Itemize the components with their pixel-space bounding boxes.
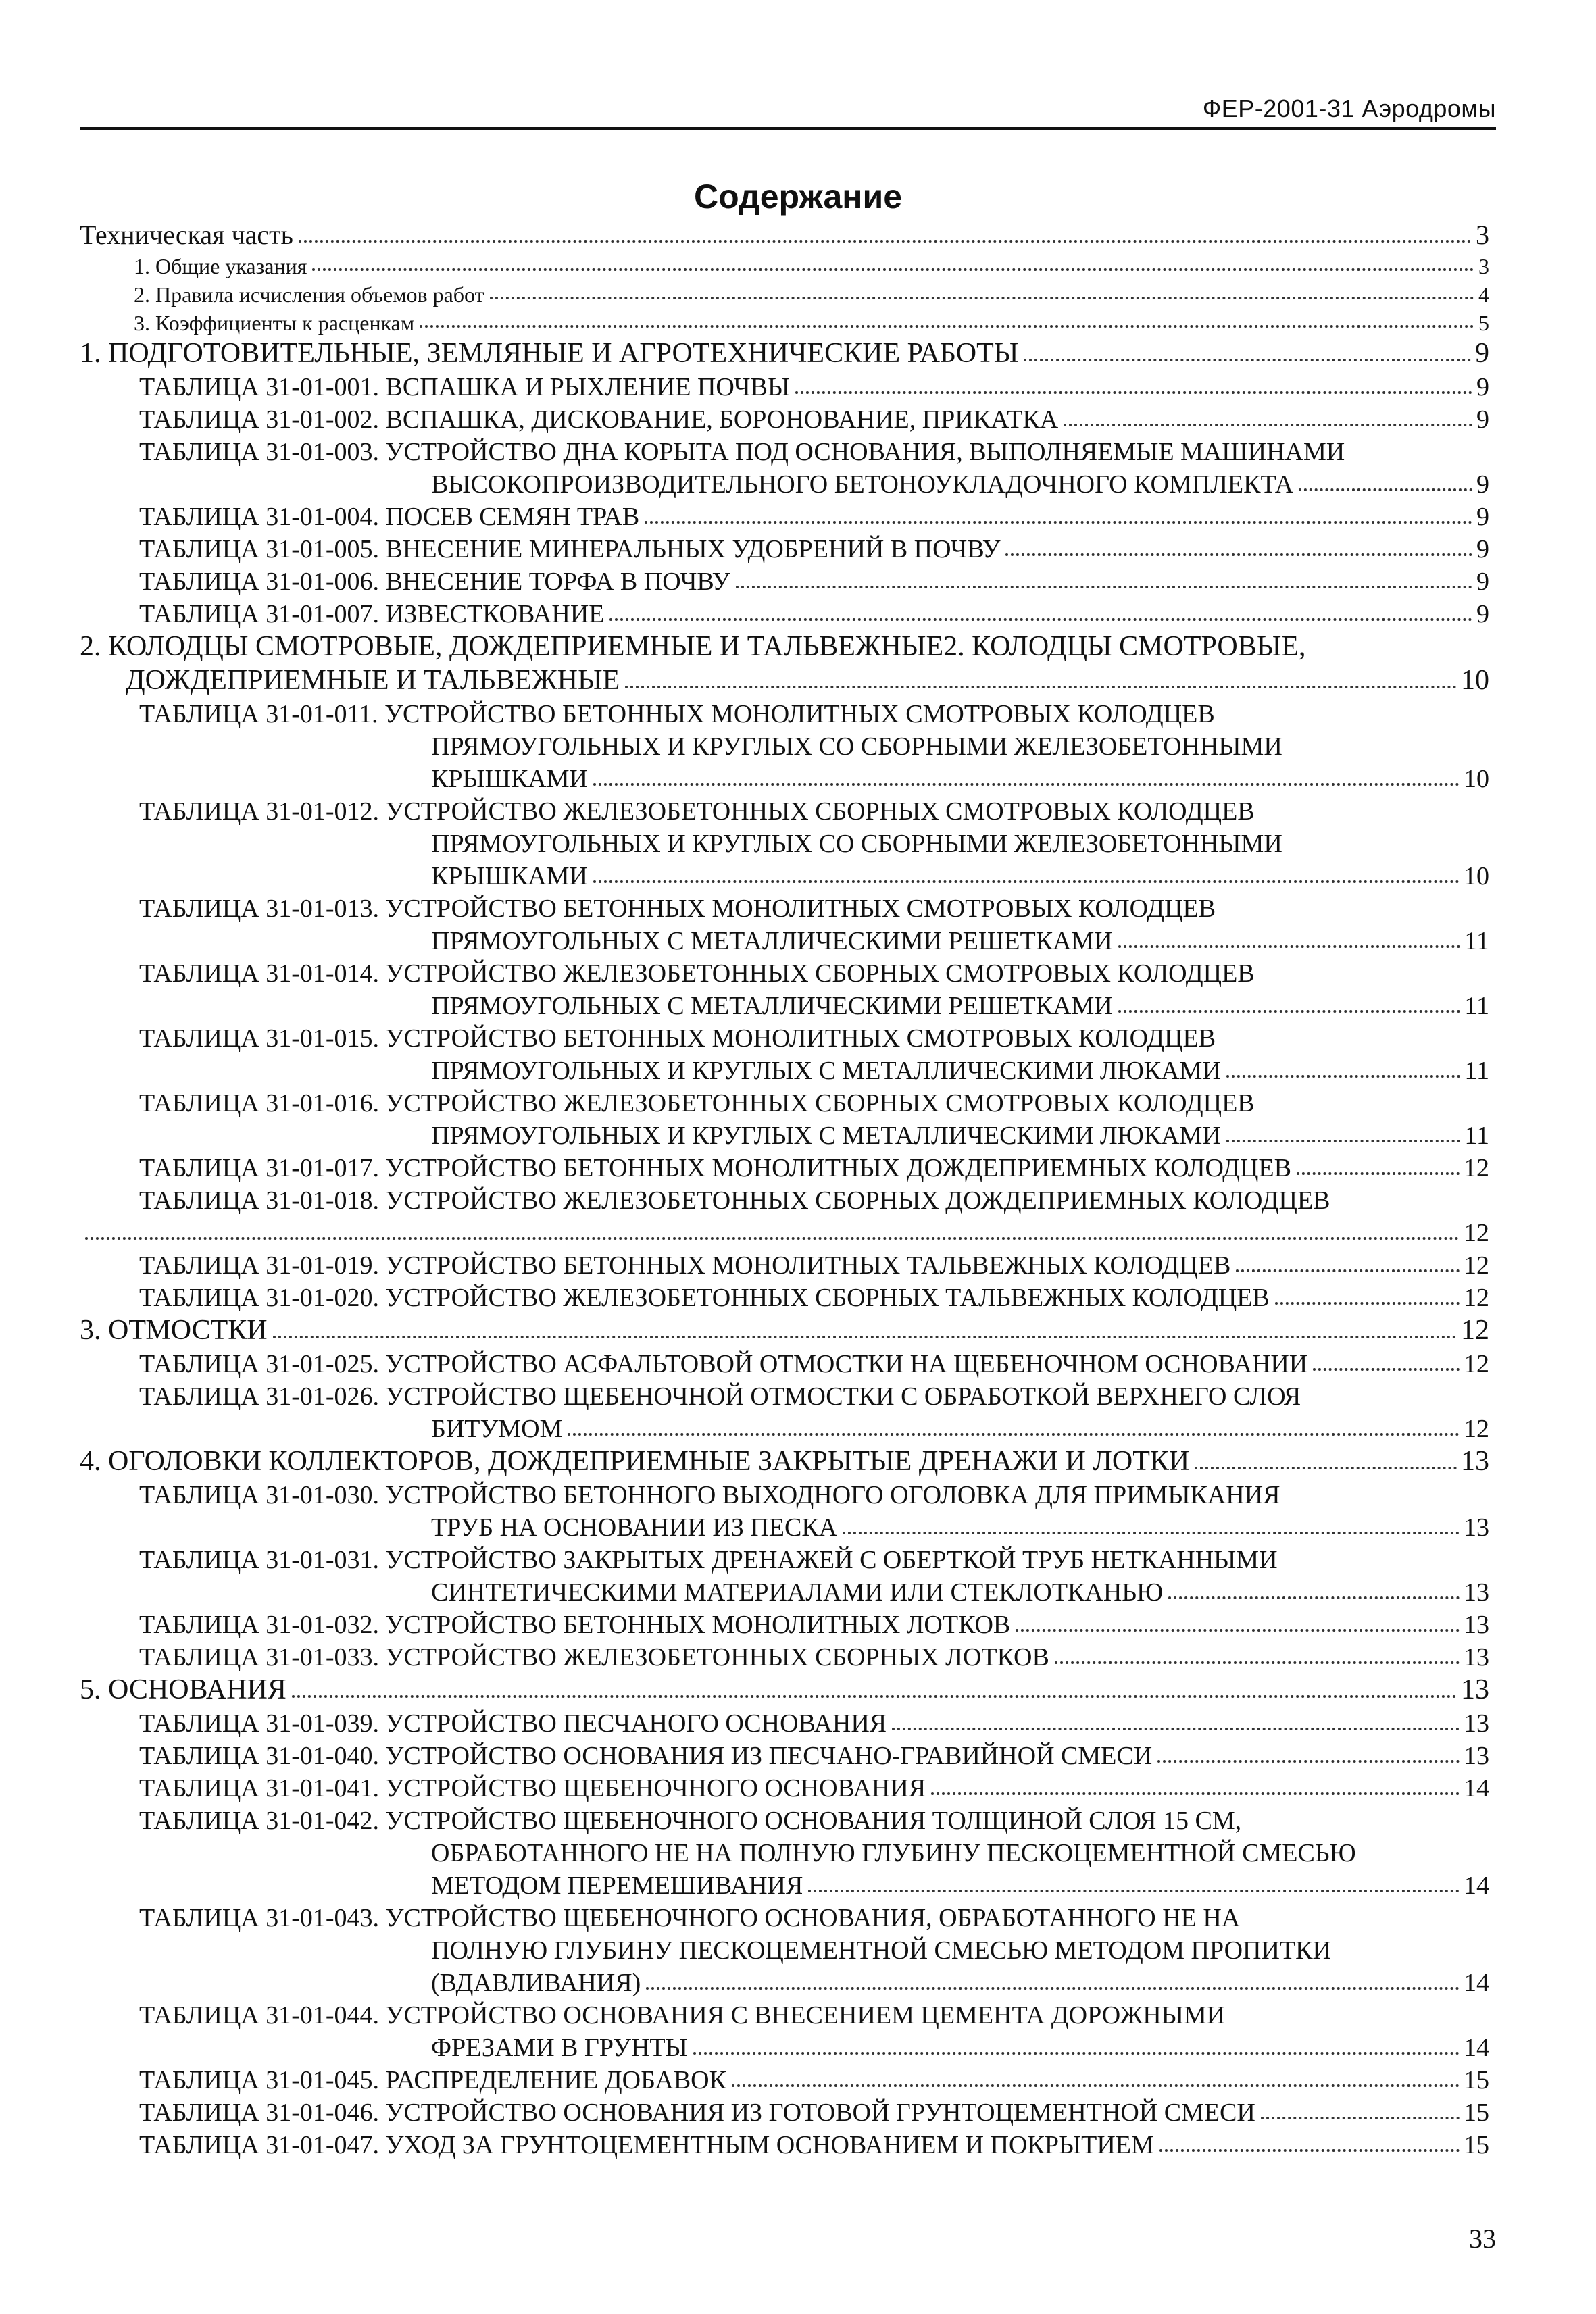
toc-page-number: 3 bbox=[1476, 220, 1489, 250]
toc-entry[interactable] bbox=[80, 1542, 1489, 1575]
toc-leader-dots bbox=[420, 325, 1474, 328]
toc-page-number: 13 bbox=[1461, 1674, 1489, 1705]
toc-page-number: 15 bbox=[1464, 2098, 1489, 2127]
toc-entry-text: ТАБЛИЦА 31-01-005. ВНЕСЕНИЕ МИНЕРАЛЬНЫХ УДОБРЕНИЙ В ПОЧВУ bbox=[139, 535, 1001, 563]
toc-entry-text: ТАБЛИЦА 31-01-044. УСТРОЙСТВО ОСНОВАНИЯ С ВНЕСЕНИЕМ ЦЕМЕНТА ДОРОЖНЫМИ bbox=[139, 2001, 1226, 2030]
toc-entry-text: ТАБЛИЦА 31-01-020. УСТРОЙСТВО ЖЕЛЕЗОБЕТОННЫХ СБОРНЫХ ТАЛЬВЕЖНЫХ КОЛОДЦЕВ bbox=[139, 1284, 1270, 1312]
toc-leader-dots bbox=[1168, 1596, 1460, 1599]
toc-entry[interactable] bbox=[80, 2063, 1489, 2095]
toc-entry-text: ТАБЛИЦА 31-01-002. ВСПАШКА, ДИСКОВАНИЕ, БОРОНОВАНИЕ, ПРИКАТКА bbox=[139, 405, 1059, 434]
toc-entry-text: МЕТОДОМ ПЕРЕМЕШИВАНИЯ bbox=[431, 1871, 803, 1900]
toc-entry[interactable] bbox=[80, 1248, 1489, 1280]
toc-entry-continuation[interactable] bbox=[80, 1933, 1489, 1965]
toc-leader-dots bbox=[1055, 1661, 1460, 1664]
toc-entry-text: ТАБЛИЦА 31-01-018. УСТРОЙСТВО ЖЕЛЕЗОБЕТОННЫХ СБОРНЫХ ДОЖДЕПРИЕМНЫХ КОЛОДЦЕВ bbox=[139, 1186, 1330, 1215]
toc-entry[interactable] bbox=[80, 1183, 1489, 1215]
toc-entry-continuation[interactable] bbox=[80, 1510, 1489, 1542]
toc-entry-text: 4. ОГОЛОВКИ КОЛЛЕКТОРОВ, ДОЖДЕПРИЕМНЫЕ ЗАКРЫТЫЕ ДРЕНАЖИ И ЛОТКИ bbox=[80, 1446, 1190, 1477]
toc-entry[interactable] bbox=[80, 891, 1489, 924]
toc-entry[interactable] bbox=[80, 1086, 1489, 1118]
toc-entry-continuation[interactable] bbox=[80, 1575, 1489, 1607]
toc-entry-continuation[interactable] bbox=[80, 729, 1489, 761]
toc-entry[interactable] bbox=[80, 279, 1489, 307]
toc-entry[interactable] bbox=[80, 629, 1489, 663]
toc-page-number: 15 bbox=[1464, 2131, 1489, 2159]
toc-page-number: 9 bbox=[1475, 338, 1489, 369]
toc-page-number: 13 bbox=[1464, 1578, 1489, 1607]
toc-page-number: 5 bbox=[1478, 311, 1489, 335]
toc-entry[interactable] bbox=[80, 1478, 1489, 1510]
toc-page-number: 10 bbox=[1464, 862, 1489, 890]
table-of-contents bbox=[80, 218, 1489, 2160]
toc-entry[interactable] bbox=[80, 1151, 1489, 1183]
toc-entry[interactable] bbox=[80, 1901, 1489, 1933]
header-title: ФЕР-2001-31 Аэродромы bbox=[1202, 95, 1496, 122]
toc-leader-dots bbox=[736, 586, 1472, 588]
toc-entry-text: ТАБЛИЦА 31-01-004. ПОСЕВ СЕМЯН ТРАВ bbox=[139, 503, 640, 531]
toc-entry-continuation[interactable] bbox=[80, 826, 1489, 859]
toc-entry-text: ТАБЛИЦА 31-01-026. УСТРОЙСТВО ЩЕБЕНОЧНОЙ ОТМОСТКИ С ОБРАБОТКОЙ ВЕРХНЕГО СЛОЯ bbox=[139, 1382, 1301, 1411]
toc-entry-text: 5. ОСНОВАНИЯ bbox=[80, 1674, 286, 1705]
toc-leader-dots bbox=[85, 1237, 1460, 1240]
toc-page-number: 15 bbox=[1464, 2066, 1489, 2094]
toc-leader-dots bbox=[1236, 1269, 1460, 1272]
toc-page-number: 9 bbox=[1476, 405, 1489, 434]
toc-leader-dots bbox=[1297, 1172, 1460, 1175]
toc-entry-text: СИНТЕТИЧЕСКИМИ МАТЕРИАЛАМИ ИЛИ СТЕКЛОТКАНЬЮ bbox=[431, 1578, 1164, 1607]
toc-entry-continuation[interactable] bbox=[80, 1965, 1489, 1998]
toc-entry-text: ТАБЛИЦА 31-01-001. ВСПАШКА И РЫХЛЕНИЕ ПОЧВЫ bbox=[139, 373, 791, 401]
toc-entry-continuation[interactable] bbox=[80, 761, 1489, 794]
toc-entry[interactable] bbox=[80, 1672, 1489, 1706]
toc-leader-dots bbox=[1226, 1140, 1461, 1142]
toc-entry-text: ТАБЛИЦА 31-01-039. УСТРОЙСТВО ПЕСЧАНОГО ОСНОВАНИЯ bbox=[139, 1709, 887, 1738]
toc-entry-text: ТАБЛИЦА 31-01-031. УСТРОЙСТВО ЗАКРЫТЫХ ДРЕНАЖЕЙ С ОБЕРТКОЙ ТРУБ НЕТКАННЫМИ bbox=[139, 1546, 1278, 1574]
toc-page-number: 13 bbox=[1464, 1643, 1489, 1671]
toc-entry[interactable] bbox=[80, 434, 1489, 467]
toc-leader-dots bbox=[1005, 553, 1472, 556]
toc-leader-dots bbox=[273, 1336, 1457, 1338]
toc-leader-dots bbox=[646, 1987, 1460, 1990]
toc-page-number: 14 bbox=[1464, 2034, 1489, 2062]
toc-entry[interactable] bbox=[80, 218, 1489, 251]
toc-entry-text: ВЫСОКОПРОИЗВОДИТЕЛЬНОГО БЕТОНОУКЛАДОЧНОГО КОМПЛЕКТА bbox=[431, 470, 1294, 499]
toc-entry-text: КРЫШКАМИ bbox=[431, 862, 588, 890]
toc-entry-continuation[interactable] bbox=[80, 1868, 1489, 1901]
toc-entry[interactable] bbox=[80, 251, 1489, 279]
toc-entry-text: ТАБЛИЦА 31-01-030. УСТРОЙСТВО БЕТОННОГО ВЫХОДНОГО ОГОЛОВКА ДЛЯ ПРИМЫКАНИЯ bbox=[139, 1481, 1280, 1509]
toc-page-number: 14 bbox=[1464, 1871, 1489, 1900]
toc-entry[interactable] bbox=[80, 2128, 1489, 2160]
toc-leader-dots bbox=[292, 1695, 1457, 1698]
toc-entry[interactable] bbox=[80, 1444, 1489, 1478]
toc-entry[interactable] bbox=[80, 1998, 1489, 2030]
toc-entry-text: ТАБЛИЦА 31-01-045. РАСПРЕДЕЛЕНИЕ ДОБАВОК bbox=[139, 2066, 726, 2094]
toc-entry-continuation[interactable] bbox=[80, 988, 1489, 1021]
toc-entry-text: ТАБЛИЦА 31-01-006. ВНЕСЕНИЕ ТОРФА В ПОЧВУ bbox=[139, 568, 730, 596]
toc-entry-text: ТАБЛИЦА 31-01-040. УСТРОЙСТВО ОСНОВАНИЯ ИЗ ПЕСЧАНО-ГРАВИЙНОЙ СМЕСИ bbox=[139, 1742, 1153, 1770]
toc-leader-dots bbox=[693, 2052, 1460, 2055]
toc-entry-continuation[interactable] bbox=[80, 1118, 1489, 1151]
toc-leader-dots bbox=[312, 268, 1474, 271]
toc-leader-dots bbox=[1299, 488, 1472, 491]
toc-entry-continuation[interactable] bbox=[80, 1411, 1489, 1444]
toc-page-number: 12 bbox=[1464, 1284, 1489, 1312]
toc-entry-text: ПРЯМОУГОЛЬНЫХ С МЕТАЛЛИЧЕСКИМИ РЕШЕТКАМИ bbox=[431, 992, 1113, 1020]
toc-leader-dots bbox=[645, 521, 1472, 524]
toc-entry[interactable] bbox=[80, 336, 1489, 370]
toc-entry-text: ТАБЛИЦА 31-01-032. УСТРОЙСТВО БЕТОННЫХ МОНОЛИТНЫХ ЛОТКОВ bbox=[139, 1611, 1011, 1639]
toc-entry[interactable] bbox=[80, 697, 1489, 729]
toc-entry-text: ТРУБ НА ОСНОВАНИИ ИЗ ПЕСКА bbox=[431, 1513, 838, 1542]
toc-entry-continuation[interactable] bbox=[80, 1836, 1489, 1868]
toc-page-number: 13 bbox=[1464, 1709, 1489, 1738]
toc-leader-dots bbox=[568, 1433, 1460, 1436]
toc-page-number: 9 bbox=[1476, 535, 1489, 563]
toc-entry-text: ТАБЛИЦА 31-01-047. УХОД ЗА ГРУНТОЦЕМЕНТНЫМ ОСНОВАНИЕМ И ПОКРЫТИЕМ bbox=[139, 2131, 1154, 2159]
toc-leader-dots bbox=[931, 1792, 1460, 1795]
toc-entry-text: ТАБЛИЦА 31-01-007. ИЗВЕСТКОВАНИЕ bbox=[139, 600, 605, 628]
toc-entry[interactable] bbox=[80, 1021, 1489, 1053]
toc-entry-text: ПОЛНУЮ ГЛУБИНУ ПЕСКОЦЕМЕНТНОЙ СМЕСЬЮ МЕТОДОМ ПРОПИТКИ bbox=[431, 1936, 1331, 1965]
toc-leader-dots bbox=[1159, 2149, 1460, 2152]
toc-entry-text: ТАБЛИЦА 31-01-017. УСТРОЙСТВО БЕТОННЫХ МОНОЛИТНЫХ ДОЖДЕПРИЕМНЫХ КОЛОДЦЕВ bbox=[139, 1154, 1291, 1182]
toc-page-number: 9 bbox=[1476, 600, 1489, 628]
toc-page-number: 10 bbox=[1461, 665, 1489, 696]
toc-page-number: 12 bbox=[1464, 1219, 1489, 1247]
toc-entry-text: ТАБЛИЦА 31-01-041. УСТРОЙСТВО ЩЕБЕНОЧНОГО ОСНОВАНИЯ bbox=[139, 1774, 926, 1803]
toc-leader-dots bbox=[609, 618, 1472, 621]
toc-entry-continuation[interactable] bbox=[80, 663, 1489, 697]
toc-entry-text: 1. Общие указания bbox=[134, 254, 307, 278]
toc-entry-continuation[interactable] bbox=[80, 859, 1489, 891]
toc-entry-text: 2. КОЛОДЦЫ СМОТРОВЫЕ, ДОЖДЕПРИЕМНЫЕ И ТАЛЬВЕЖНЫЕ2. КОЛОДЦЫ СМОТРОВЫЕ, bbox=[80, 631, 1306, 662]
toc-leader-dots bbox=[490, 297, 1474, 299]
toc-leader-dots bbox=[299, 240, 1472, 243]
toc-entry[interactable] bbox=[80, 1738, 1489, 1771]
toc-page-number: 13 bbox=[1461, 1446, 1489, 1477]
toc-entry-text: ТАБЛИЦА 31-01-013. УСТРОЙСТВО БЕТОННЫХ МОНОЛИТНЫХ СМОТРОВЫХ КОЛОДЦЕВ bbox=[139, 895, 1216, 923]
toc-entry-text: ФРЕЗАМИ В ГРУНТЫ bbox=[431, 2034, 688, 2062]
toc-leader-dots bbox=[1118, 945, 1461, 948]
toc-entry[interactable] bbox=[80, 1379, 1489, 1411]
toc-entry-continuation[interactable] bbox=[80, 1053, 1489, 1086]
toc-page-number: 9 bbox=[1476, 470, 1489, 499]
toc-entry[interactable] bbox=[80, 1607, 1489, 1640]
toc-page-number: 13 bbox=[1464, 1611, 1489, 1639]
toc-entry-text: (ВДАВЛИВАНИЯ) bbox=[431, 1969, 641, 1997]
toc-entry-text: 2. Правила исчисления объемов работ bbox=[134, 282, 484, 307]
toc-entry-text: ОБРАБОТАННОГО НЕ НА ПОЛНУЮ ГЛУБИНУ ПЕСКОЦЕМЕНТНОЙ СМЕСЬЮ bbox=[431, 1839, 1356, 1867]
toc-entry-text: ТАБЛИЦА 31-01-043. УСТРОЙСТВО ЩЕБЕНОЧНОГО ОСНОВАНИЯ, ОБРАБОТАННОГО НЕ НА bbox=[139, 1904, 1241, 1932]
toc-entry-text: ТАБЛИЦА 31-01-025. УСТРОЙСТВО АСФАЛЬТОВОЙ ОТМОСТКИ НА ЩЕБЕНОЧНОМ ОСНОВАНИИ bbox=[139, 1350, 1308, 1378]
toc-leader-dots bbox=[593, 783, 1460, 786]
toc-entry-text: ТАБЛИЦА 31-01-012. УСТРОЙСТВО ЖЕЛЕЗОБЕТОННЫХ СБОРНЫХ СМОТРОВЫХ КОЛОДЦЕВ bbox=[139, 797, 1255, 826]
toc-entry[interactable] bbox=[80, 564, 1489, 597]
toc-page-number: 9 bbox=[1476, 568, 1489, 596]
toc-leader-dots bbox=[843, 1532, 1460, 1534]
toc-entry-continuation[interactable] bbox=[80, 2030, 1489, 2063]
running-header bbox=[80, 95, 1496, 130]
toc-leader-dots bbox=[1016, 1629, 1460, 1632]
toc-entry-continuation[interactable] bbox=[80, 924, 1489, 956]
toc-page-number: 11 bbox=[1464, 1122, 1489, 1150]
toc-entry-text: ТАБЛИЦА 31-01-019. УСТРОЙСТВО БЕТОННЫХ МОНОЛИТНЫХ ТАЛЬВЕЖНЫХ КОЛОДЦЕВ bbox=[139, 1251, 1231, 1280]
toc-page-number: 12 bbox=[1464, 1350, 1489, 1378]
toc-page-number: 9 bbox=[1476, 373, 1489, 401]
toc-entry[interactable] bbox=[80, 402, 1489, 434]
toc-leader-dots bbox=[1275, 1302, 1460, 1305]
toc-page-number: 4 bbox=[1478, 282, 1489, 307]
toc-leader-dots bbox=[1195, 1467, 1457, 1469]
toc-entry[interactable] bbox=[80, 1803, 1489, 1836]
toc-leader-dots bbox=[795, 391, 1472, 394]
toc-entry-text: ДОЖДЕПРИЕМНЫЕ И ТАЛЬВЕЖНЫЕ bbox=[126, 665, 620, 696]
toc-entry[interactable] bbox=[80, 1280, 1489, 1313]
toc-entry[interactable] bbox=[80, 1313, 1489, 1347]
toc-leader-dots bbox=[1157, 1760, 1460, 1763]
page-title: Содержание bbox=[693, 178, 903, 216]
page-number: 33 bbox=[1469, 2223, 1496, 2254]
toc-entry-text: ТАБЛИЦА 31-01-003. УСТРОЙСТВО ДНА КОРЫТА ПОД ОСНОВАНИЯ, ВЫПОЛНЯЕМЫЕ МАШИНАМИ bbox=[139, 438, 1345, 466]
toc-entry[interactable] bbox=[80, 370, 1489, 402]
toc-page-number: 14 bbox=[1464, 1969, 1489, 1997]
toc-entry-text: 3. Коэффициенты к расценкам bbox=[134, 311, 415, 335]
toc-entry[interactable] bbox=[80, 1347, 1489, 1379]
toc-page-number: 14 bbox=[1464, 1774, 1489, 1803]
toc-entry-text: ПРЯМОУГОЛЬНЫХ И КРУГЛЫХ СО СБОРНЫМИ ЖЕЛЕЗОБЕТОННЫМИ bbox=[431, 732, 1282, 761]
toc-entry-text: КРЫШКАМИ bbox=[431, 765, 588, 793]
toc-entry-text: ТАБЛИЦА 31-01-015. УСТРОЙСТВО БЕТОННЫХ МОНОЛИТНЫХ СМОТРОВЫХ КОЛОДЦЕВ bbox=[139, 1024, 1216, 1053]
toc-page-number: 13 bbox=[1464, 1513, 1489, 1542]
toc-leader-dots bbox=[732, 2084, 1460, 2087]
toc-entry-text: ТАБЛИЦА 31-01-011. УСТРОЙСТВО БЕТОННЫХ МОНОЛИТНЫХ СМОТРОВЫХ КОЛОДЦЕВ bbox=[139, 700, 1215, 728]
toc-page-number: 12 bbox=[1464, 1154, 1489, 1182]
toc-entry[interactable] bbox=[80, 1640, 1489, 1672]
toc-entry-text: ПРЯМОУГОЛЬНЫХ И КРУГЛЫХ СО СБОРНЫМИ ЖЕЛЕЗОБЕТОННЫМИ bbox=[431, 830, 1282, 858]
toc-page-number: 12 bbox=[1464, 1251, 1489, 1280]
toc-entry[interactable] bbox=[80, 1215, 1489, 1248]
toc-page-number: 10 bbox=[1464, 765, 1489, 793]
toc-page-number: 11 bbox=[1464, 1057, 1489, 1085]
toc-entry-text: ПРЯМОУГОЛЬНЫХ С МЕТАЛЛИЧЕСКИМИ РЕШЕТКАМИ bbox=[431, 927, 1113, 955]
toc-entry[interactable] bbox=[80, 1706, 1489, 1738]
toc-page-number: 9 bbox=[1476, 503, 1489, 531]
toc-leader-dots bbox=[625, 686, 1457, 688]
toc-leader-dots bbox=[1064, 424, 1472, 426]
toc-leader-dots bbox=[1261, 2117, 1460, 2119]
toc-page-number: 11 bbox=[1464, 927, 1489, 955]
toc-leader-dots bbox=[1024, 359, 1471, 361]
toc-entry-text: ПРЯМОУГОЛЬНЫХ И КРУГЛЫХ С МЕТАЛЛИЧЕСКИМИ ЛЮКАМИ bbox=[431, 1057, 1221, 1085]
toc-entry-text: Техническая часть bbox=[80, 220, 293, 250]
toc-entry-continuation[interactable] bbox=[80, 467, 1489, 499]
toc-entry-text: 1. ПОДГОТОВИТЕЛЬНЫЕ, ЗЕМЛЯНЫЕ И АГРОТЕХНИЧЕСКИЕ РАБОТЫ bbox=[80, 338, 1019, 369]
toc-entry-text: ТАБЛИЦА 31-01-033. УСТРОЙСТВО ЖЕЛЕЗОБЕТОННЫХ СБОРНЫХ ЛОТКОВ bbox=[139, 1643, 1049, 1671]
toc-page-number: 11 bbox=[1464, 992, 1489, 1020]
toc-entry[interactable] bbox=[80, 2095, 1489, 2128]
toc-entry-text: 3. ОТМОСТКИ bbox=[80, 1315, 268, 1346]
toc-leader-dots bbox=[1118, 1010, 1461, 1013]
toc-leader-dots bbox=[1226, 1075, 1461, 1078]
toc-entry-text: ТАБЛИЦА 31-01-046. УСТРОЙСТВО ОСНОВАНИЯ ИЗ ГОТОВОЙ ГРУНТОЦЕМЕНТНОЙ СМЕСИ bbox=[139, 2098, 1255, 2127]
toc-page-number: 12 bbox=[1461, 1315, 1489, 1346]
toc-leader-dots bbox=[808, 1890, 1460, 1892]
toc-entry-text: ТАБЛИЦА 31-01-042. УСТРОЙСТВО ЩЕБЕНОЧНОГО ОСНОВАНИЯ ТОЛЩИНОЙ СЛОЯ 15 СМ, bbox=[139, 1807, 1242, 1835]
toc-entry[interactable] bbox=[80, 307, 1489, 336]
toc-leader-dots bbox=[892, 1728, 1460, 1730]
toc-entry-text: БИТУМОМ bbox=[431, 1415, 563, 1443]
toc-page-number: 13 bbox=[1464, 1742, 1489, 1770]
toc-entry[interactable] bbox=[80, 794, 1489, 826]
toc-entry[interactable] bbox=[80, 532, 1489, 564]
toc-leader-dots bbox=[1313, 1368, 1460, 1371]
toc-page-number: 12 bbox=[1464, 1415, 1489, 1443]
toc-entry[interactable] bbox=[80, 956, 1489, 988]
toc-entry-text: ТАБЛИЦА 31-01-016. УСТРОЙСТВО ЖЕЛЕЗОБЕТОННЫХ СБОРНЫХ СМОТРОВЫХ КОЛОДЦЕВ bbox=[139, 1089, 1255, 1117]
toc-entry-text: ТАБЛИЦА 31-01-014. УСТРОЙСТВО ЖЕЛЕЗОБЕТОННЫХ СБОРНЫХ СМОТРОВЫХ КОЛОДЦЕВ bbox=[139, 959, 1255, 988]
toc-page-number: 3 bbox=[1478, 254, 1489, 278]
toc-entry[interactable] bbox=[80, 1771, 1489, 1803]
toc-entry[interactable] bbox=[80, 597, 1489, 629]
toc-leader-dots bbox=[593, 880, 1460, 883]
toc-entry[interactable] bbox=[80, 499, 1489, 532]
toc-entry-text: ПРЯМОУГОЛЬНЫХ И КРУГЛЫХ С МЕТАЛЛИЧЕСКИМИ ЛЮКАМИ bbox=[431, 1122, 1221, 1150]
